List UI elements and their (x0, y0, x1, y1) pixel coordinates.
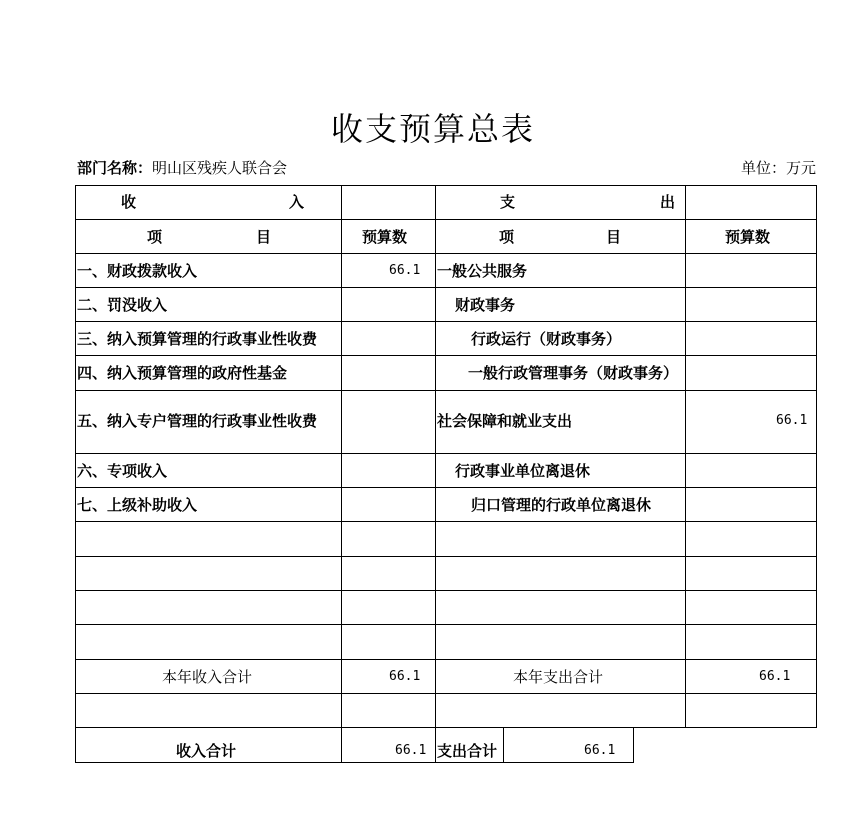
header-expense-2: 出 (660, 193, 676, 211)
income-item-label: 三、纳入预算管理的行政事业性收费 (77, 330, 318, 348)
total-expense-label: 支出合计 (437, 742, 498, 760)
income-item-label: 七、上级补助收入 (77, 496, 198, 514)
header-income-1: 收 (121, 193, 137, 211)
unit-label: 单位：万元 (740, 159, 816, 177)
total-expense-value: 66.1 (584, 743, 616, 758)
expense-item-label: 一般行政管理事务（财政事务） (468, 364, 679, 382)
income-item-label: 四、纳入预算管理的政府性基金 (77, 364, 288, 382)
header-expense-item-2: 目 (606, 228, 622, 246)
expense-item-value: 66.1 (776, 413, 808, 428)
year-expense-value: 66.1 (759, 669, 791, 684)
expense-item-label: 行政运行（财政事务） (471, 330, 622, 348)
header-income-budget: 预算数 (362, 228, 408, 246)
income-item-label: 六、专项收入 (77, 462, 168, 480)
year-income-value: 66.1 (389, 669, 421, 684)
header-income-item-2: 目 (256, 228, 272, 246)
header-expense-1: 支 (500, 193, 516, 211)
page-title: 收支预算总表 (330, 110, 535, 148)
expense-item-label: 归口管理的行政单位离退休 (471, 496, 652, 514)
year-income-label: 本年收入合计 (162, 668, 253, 686)
department (77, 157, 287, 178)
header-income-2: 入 (289, 193, 305, 211)
expense-item-label: 一般公共服务 (437, 262, 528, 280)
income-item-label: 二、罚没收入 (77, 296, 168, 314)
department-name: 明山区残疾人联合会 (152, 159, 288, 177)
department-label: 部门名称： (77, 159, 153, 177)
income-item-label: 五、纳入专户管理的行政事业性收费 (77, 412, 318, 430)
expense-item-label: 财政事务 (455, 296, 516, 314)
header-expense-budget: 预算数 (725, 228, 771, 246)
year-expense-label: 本年支出合计 (513, 668, 604, 686)
income-item-value: 66.1 (389, 263, 421, 278)
total-income-value: 66.1 (395, 743, 427, 758)
expense-item-label: 行政事业单位离退休 (455, 462, 591, 480)
header-expense-item-1: 项 (499, 228, 515, 246)
income-item-label: 一、财政拨款收入 (77, 262, 198, 280)
total-income-label: 收入合计 (176, 742, 237, 760)
header-income-item-1: 项 (147, 228, 163, 246)
expense-item-label: 社会保障和就业支出 (437, 412, 573, 430)
